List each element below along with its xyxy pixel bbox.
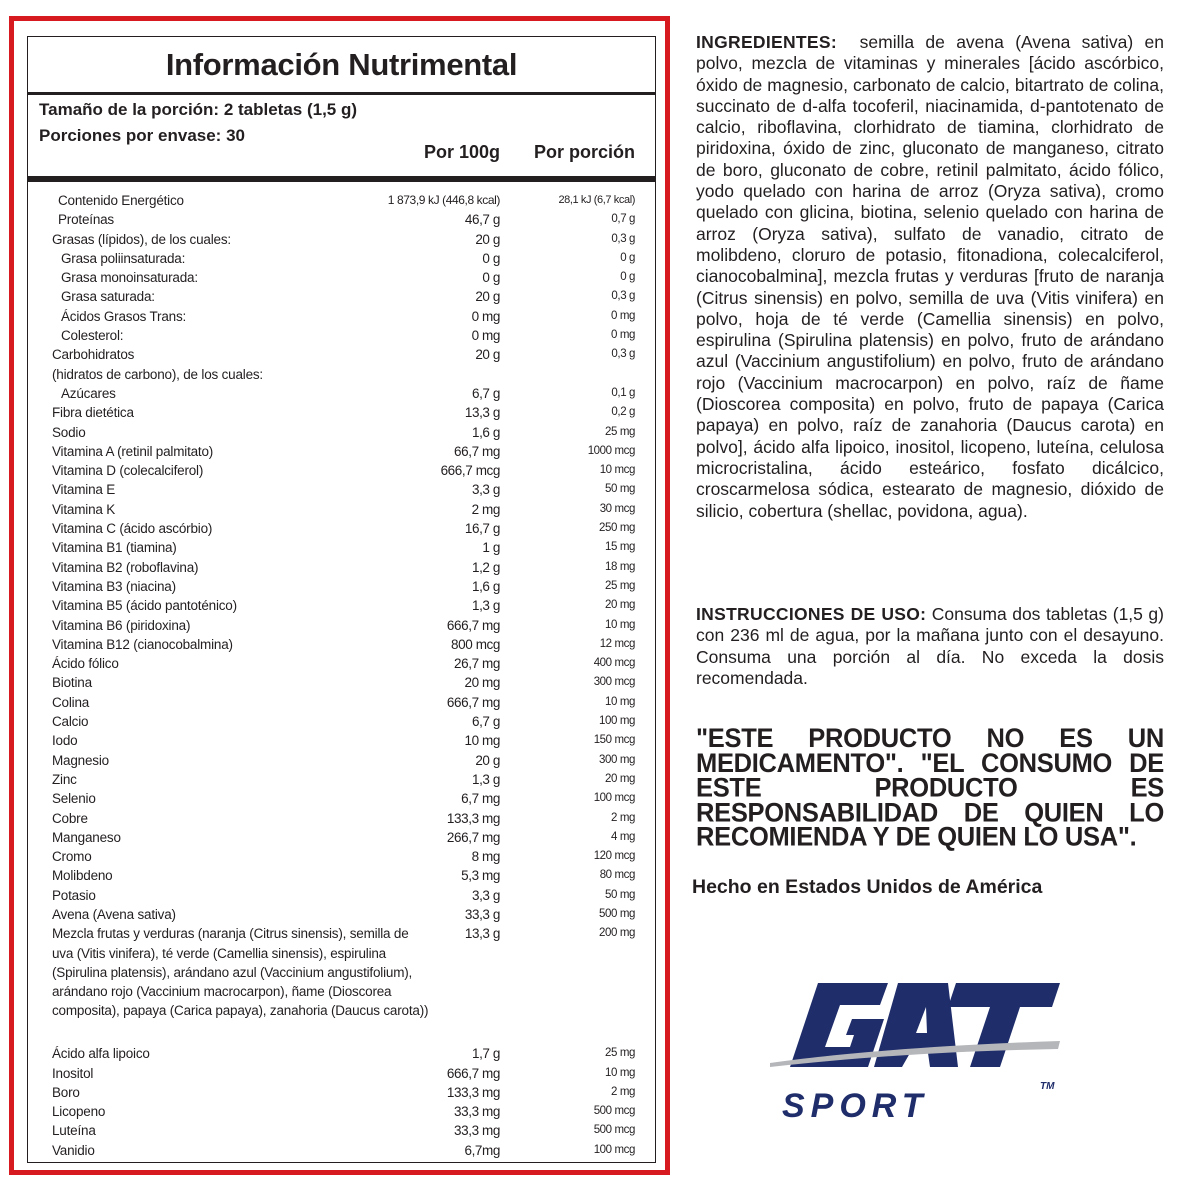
instructions-block [696, 604, 1164, 689]
nutrient-label: Magnesio [52, 752, 109, 768]
nutrient-row [28, 326, 655, 345]
nutrient-perserving: 200 mg [599, 927, 635, 940]
nutrient-row [28, 384, 655, 403]
nutrient-per100g: 2 mg [471, 501, 500, 517]
nutrient-row [28, 307, 655, 326]
ingredients-heading: INGREDIENTES: [696, 32, 837, 52]
nutrient-per100g: 33,3 mg [454, 1104, 500, 1120]
nutrient-perserving: 50 mg [605, 888, 635, 901]
nutrient-perserving: 0,3 g [611, 232, 635, 245]
nutrient-per100g: 13,3 g [464, 405, 500, 421]
nutrient-perserving: 0,1 g [611, 386, 635, 399]
nutrient-perserving: 300 mcg [593, 676, 635, 689]
nutrient-perserving: 15 mg [605, 541, 635, 554]
nutrient-row [28, 345, 655, 364]
nutrient-per100g: 16,7 g [464, 521, 500, 537]
nutrient-row [28, 577, 655, 596]
nutrient-row [28, 866, 655, 885]
nutrient-per100g: 0 g [482, 270, 500, 286]
nutrient-row [28, 423, 655, 442]
nutrient-per100g: 33,3 mg [454, 1123, 500, 1139]
nutrient-label: Avena (Avena sativa) [52, 906, 176, 922]
nutrient-row [28, 403, 655, 422]
nutrient-row [28, 731, 655, 750]
nutrient-perserving: 20 mg [605, 772, 635, 785]
nutrient-per100g: 800 mcg [451, 636, 500, 652]
nutrient-row [28, 789, 655, 808]
nutrient-perserving: 0 mg [611, 329, 635, 342]
nutrient-row [28, 886, 655, 905]
nutrient-row [28, 712, 655, 731]
nutrient-per100g: 1,6 g [471, 578, 500, 594]
ingredients-text: semilla de avena (Avena sativa) en polvo, mezcla de vitaminas y minerales [ácido ascórbico, óxido de magnesio, carbonato de calcio, bitartrato de colina, succinato de d-alfa tocoferil, niacinamida, d-pantotenato de calcio, riboflavina, clorhidrato de tiamina, clorhidrato de piridoxina, óxido de zinc, gluconato de manganeso, citrato de boro, gluconato de cobre, retinil palmitato, ácido fólico, yodo quelado con harina de arroz (Oryza sativa), cromo quelado con glicina, biotina, selenio quelado con harina de arroz (Oryza sativa), sulfato de vanadio, citrato de molibdeno, cloruro de potasio, fitonadiona, colecalciferol, cianocobalmina], mezcla frutas y verduras [fruto de naranja (Citrus sinensis) en polvo, semilla de uva (Vitis vinifera) en polvo, hoja de té verde (Camellia sinensis) en polvo, espirulina (Spirulina platensis) en polvo, fruto de arándano azul (Vaccinium angustifolium) en polvo, fruto de arándano rojo (Vaccinium macrocarpon) en polvo, raíz de ñame (Dioscorea composita) en polvo, fruto de papaya (Carica papaya) en polvo, raíz de zanahoria (Daucus carota) en polvo], ácido alfa lipoico, inositol, licopeno, luteína, celulosa microcristalina, ácido esteárico, fosfato dicálcico, croscarmelosa sódica, estearato de magnesio, dióxido de silicio, cobertura (shellac, povidona, agua). [696, 32, 1164, 521]
nutrient-per100g: 6,7 g [471, 385, 500, 401]
nutrient-perserving: 10 mg [605, 618, 635, 631]
nutrient-label: Manganeso [52, 829, 121, 845]
nutrient-row [28, 1064, 655, 1083]
nutrient-label: Vitamina B6 (piridoxina) [52, 617, 191, 633]
nutrient-per100g: 1,7 g [471, 1046, 500, 1062]
serving-size: Tamaño de la porción: 2 tabletas (1,5 g) [39, 100, 358, 119]
nutrient-per100g: 8 mg [471, 849, 500, 865]
nutrient-row [28, 191, 655, 210]
nutrient-row [28, 230, 655, 249]
nutrient-row [28, 268, 655, 287]
nutrient-label: Vitamina B1 (tiamina) [52, 540, 177, 556]
nutrient-row [28, 1141, 655, 1160]
nutrient-per100g: 3,3 g [471, 482, 500, 498]
nutrient-label: Inositol [52, 1065, 94, 1081]
nutrient-perserving: 10 mcg [599, 464, 635, 477]
nutrient-label: Contenido Energético [58, 193, 184, 208]
nutrient-label: Ácidos Grasos Trans: [61, 308, 187, 324]
nutrient-perserving: 150 mcg [593, 734, 635, 747]
nutrient-perserving: 0 mg [611, 309, 635, 322]
nutrient-label: Boro [52, 1084, 80, 1100]
nutrient-label: Carbohidratos [52, 347, 135, 363]
nutrient-perserving: 0 g [620, 251, 635, 264]
column-header-per-serving: Por porción [533, 142, 635, 162]
nutrient-per100g: 13,3 g [464, 926, 500, 942]
nutrient-row [28, 480, 655, 499]
nutrient-label: Azúcares [61, 385, 116, 401]
instructions-heading: INSTRUCCIONES DE USO: [696, 604, 927, 624]
nutrient-label: Vitamina D (colecalciferol) [52, 463, 204, 479]
nutrient-perserving: 20 mg [605, 599, 635, 612]
nutrient-per100g: 0 g [482, 250, 500, 266]
nutrient-label: Zinc [52, 771, 77, 787]
nutrient-per100g: 20 g [475, 289, 500, 305]
nutrient-label: Fibra dietética [52, 405, 134, 421]
nutrient-row [28, 616, 655, 635]
nutrient-perserving: 120 mcg [593, 850, 635, 863]
nutrient-per100g: 1,6 g [471, 424, 500, 440]
nutrient-per100g: 20 g [475, 347, 500, 363]
nutrient-perserving: 0,3 g [611, 348, 635, 361]
nutrient-perserving: 50 mg [605, 483, 635, 496]
nutrient-per100g: 1,3 g [471, 598, 500, 614]
nutrient-label: Selenio [52, 791, 96, 807]
nutrient-label: Ácido fólico [52, 656, 119, 672]
nutrient-label: Colesterol: [61, 328, 124, 344]
nutrient-label: Potasio [52, 887, 96, 903]
nutrient-row [28, 519, 655, 538]
nutrient-perserving: 80 mcg [599, 869, 635, 882]
nutrient-label: Proteínas [58, 212, 114, 228]
nutrient-perserving: 0 g [620, 271, 635, 284]
nutrient-per100g: 3,3 g [471, 887, 500, 903]
nutrient-label: Cromo [52, 849, 92, 865]
nutrient-per100g: 1 g [482, 540, 500, 556]
gat-sport-logo [770, 975, 1070, 1125]
nutrient-perserving: 4 mg [611, 830, 635, 843]
nutrient-row [28, 287, 655, 306]
nutrient-per100g: 0 mg [471, 308, 500, 324]
nutrient-row [28, 1083, 655, 1102]
nutrition-table-frame [27, 36, 656, 1163]
nutrient-per100g: 10 mg [464, 733, 500, 749]
nutrient-label: Grasa poliinsaturada: [61, 250, 186, 266]
nutrient-label: Mezcla frutas y verduras (naranja (Citrus sinensis), semilla de uva (Vitis vinifera), té verde (Camellia sinensis), espirulina (Spirulina platensis), arándano azul (Vaccinium angustifolium), arándano rojo (Vaccinium macrocarpon), ñame (Dioscorea composita), papaya (Carica papaya), zanahoria (Daucus carota)) [52, 926, 429, 1019]
nutrient-label: Vitamina A (retinil palmitato) [52, 443, 214, 459]
nutrient-per100g: 0 mg [471, 328, 500, 344]
nutrient-row [28, 809, 655, 828]
nutrient-per100g: 133,3 mg [446, 810, 500, 826]
nutrient-perserving: 1000 mcg [587, 444, 635, 457]
nutrient-per100g: 666,7 mcg [440, 463, 500, 479]
nutrient-perserving: 0,3 g [611, 290, 635, 303]
nutrient-per100g: 133,3 mg [446, 1084, 500, 1100]
nutrient-perserving: 100 mg [599, 715, 635, 728]
nutrient-perserving: 25 mg [605, 1047, 635, 1060]
nutrient-perserving: 30 mcg [599, 502, 635, 515]
nutrient-perserving: 12 mcg [599, 637, 635, 650]
nutrient-row [28, 693, 655, 712]
nutrient-perserving: 250 mg [599, 522, 635, 535]
nutrient-perserving: 10 mg [605, 1066, 635, 1079]
nutrient-per100g: 1 873,9 kJ (446,8 kcal) [387, 193, 500, 207]
nutrient-per100g: 33,3 g [464, 906, 500, 922]
nutrient-per100g: 66,7 mg [454, 443, 500, 459]
nutrient-per100g: 666,7 mg [446, 1065, 500, 1081]
nutrient-perserving: 500 mcg [593, 1105, 635, 1118]
nutrient-label: Vitamina B2 (roboflavina) [52, 559, 199, 575]
nutrient-label: Biotina [52, 675, 92, 691]
nutrient-label: Vitamina B3 (niacina) [52, 578, 176, 594]
nutrient-label: Grasa monoinsaturada: [61, 270, 198, 286]
logo-tm: TM [1040, 1081, 1055, 1092]
nutrient-perserving: 2 mg [611, 811, 635, 824]
nutrient-label: Vanidio [52, 1142, 95, 1158]
nutrient-label: Molibdeno [52, 868, 113, 884]
nutrient-row [28, 500, 655, 519]
nutrient-perserving: 400 mcg [593, 657, 635, 670]
nutrient-row [28, 635, 655, 654]
panel-title: Información Nutrimental [165, 47, 518, 82]
nutrient-row [28, 847, 655, 866]
nutrient-label: Sodio [52, 424, 86, 440]
nutrient-label: Licopeno [52, 1104, 106, 1120]
nutrient-perserving: 10 mg [605, 695, 635, 708]
nutrient-row [28, 1102, 655, 1121]
nutrient-per100g: 6,7 g [471, 714, 500, 730]
servings-per-container: Porciones por envase: 30 [39, 126, 245, 145]
nutrient-label: Luteína [52, 1123, 96, 1139]
nutrient-perserving: 500 mg [599, 907, 635, 920]
nutrient-per100g: 266,7 mg [446, 829, 500, 845]
nutrient-row [28, 673, 655, 692]
nutrient-per100g: 6,7mg [464, 1142, 500, 1158]
nutrient-row [28, 558, 655, 577]
nutrient-row [28, 828, 655, 847]
nutrient-row [28, 770, 655, 789]
nutrient-row [28, 249, 655, 268]
made-in-label: Hecho en Estados Unidos de América [692, 876, 1043, 898]
nutrient-label: (hidratos de carbono), de los cuales: [52, 366, 263, 382]
header-divider [28, 176, 655, 182]
nutrition-panel [9, 16, 670, 1175]
nutrient-label: Grasas (lípidos), de los cuales: [52, 231, 231, 247]
title-divider [28, 92, 655, 95]
nutrient-row [28, 924, 655, 1044]
logo-gat-letters [790, 983, 1060, 1067]
nutrient-row [28, 1121, 655, 1140]
nutrient-perserving: 100 mcg [593, 1143, 635, 1156]
nutrient-row [28, 596, 655, 615]
nutrient-label: Iodo [52, 733, 78, 749]
nutrient-perserving: 25 mg [605, 579, 635, 592]
nutrient-row [28, 442, 655, 461]
nutrient-label: Ácido alfa lipoico [52, 1046, 150, 1062]
nutrient-perserving: 100 mcg [593, 792, 635, 805]
nutrient-row [28, 210, 655, 229]
nutrient-per100g: 1,3 g [471, 771, 500, 787]
nutrient-perserving: 25 mg [605, 425, 635, 438]
nutrient-per100g: 6,7 mg [461, 791, 500, 807]
nutrient-label: Calcio [52, 714, 89, 730]
nutrient-per100g: 666,7 mg [446, 617, 500, 633]
nutrient-perserving: 2 mg [611, 1085, 635, 1098]
nutrient-perserving: 28,1 kJ (6,7 kcal) [558, 194, 635, 206]
nutrient-label: Vitamina B12 (cianocobalmina) [52, 636, 233, 652]
warning-statement: "ESTE PRODUCTO NO ES UN MEDICAMENTO". "EL CONSUMO DE ESTE PRODUCTO ES RESPONSABILIDAD DE QUIEN LO RECOMIENDA Y DE QUIEN LO USA". [696, 723, 1164, 852]
nutrient-per100g: 26,7 mg [454, 656, 500, 672]
nutrient-label: Grasa saturada: [61, 289, 155, 305]
logo-sport-text: SPORT [782, 1087, 929, 1125]
nutrient-list [28, 191, 655, 1160]
nutrient-perserving: 0,2 g [611, 406, 635, 419]
nutrient-label: Vitamina K [52, 501, 116, 517]
nutrient-row [28, 538, 655, 557]
nutrient-row [28, 751, 655, 770]
nutrient-perserving: 0,7 g [611, 213, 635, 226]
nutrient-per100g: 1,2 g [471, 559, 500, 575]
nutrient-row [28, 1044, 655, 1063]
nutrient-per100g: 46,7 g [464, 212, 500, 228]
nutrient-per100g: 20 g [475, 231, 500, 247]
nutrient-label: Vitamina E [52, 482, 116, 498]
nutrient-perserving: 500 mcg [593, 1124, 635, 1137]
nutrient-label: Vitamina B5 (ácido pantoténico) [52, 598, 237, 614]
nutrient-row [28, 905, 655, 924]
nutrient-per100g: 20 g [475, 752, 500, 768]
nutrient-row [28, 365, 655, 384]
nutrient-row [28, 461, 655, 480]
nutrient-perserving: 18 mg [605, 560, 635, 573]
instructions-text: Consuma dos tabletas (1,5 g) con 236 ml de agua, por la mañana junto con el desayuno. Consuma una porción al día. No exceda la dosis recomendada. [696, 604, 1164, 688]
nutrient-label: Vitamina C (ácido ascórbio) [52, 521, 213, 537]
nutrient-per100g: 20 mg [464, 675, 500, 691]
nutrient-row [28, 654, 655, 673]
nutrient-per100g: 666,7 mg [446, 694, 500, 710]
nutrient-label: Cobre [52, 810, 88, 826]
nutrient-perserving: 300 mg [599, 753, 635, 766]
nutrient-label: Colina [52, 694, 90, 710]
ingredients-block [696, 32, 1164, 522]
nutrient-per100g: 5,3 mg [461, 868, 500, 884]
column-header-per-100g: Por 100g [423, 142, 500, 162]
